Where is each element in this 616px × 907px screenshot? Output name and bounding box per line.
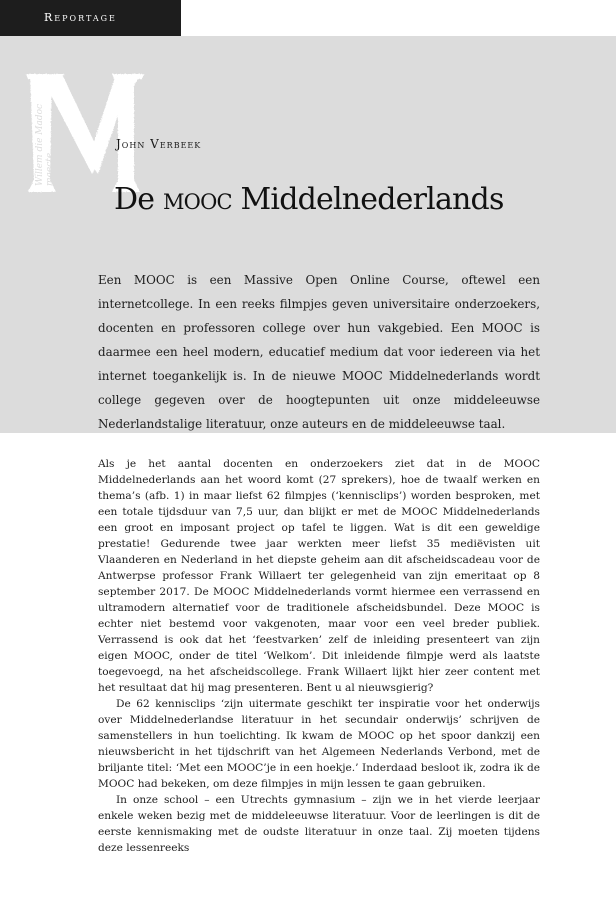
title-suffix: Middelnederlands [231, 182, 504, 217]
body-paragraph-3: In onze school – een Utrechts gymnasium – zijn we in het vierde leerjaar enkele weken bezig met de middeleeuwse literatuur. Voor de leerlingen is dit de eerste kennismaking met de oudste literatuur in onze taal. Zij moeten tijdens deze lessenreeks [98, 794, 540, 854]
svg-text:maecte: maecte [45, 152, 55, 186]
section-label: Reportage [0, 0, 181, 36]
svg-text:Willem die Madoc: Willem die Madoc [35, 103, 45, 186]
body-paragraph-1: Als je het aantal docenten en onderzoekers ziet dat in de MOOC Middelnederlands aan het woord komt (27 sprekers), hoe de twaalf werken en thema’s (afb. 1) in maar liefst 62 filmpjes (‘kennisclips’) worden besproken, met een totale tijdsduur van 7,5 uur, dan blijkt er met de MOOC Middelnederlands een groot en imposant project op tafel te liggen. Wat is dit een geweldige prestatie! Gedurende twee jaar werkten meer liefst 35 mediëvisten uit Vlaanderen en Nederland in het diepste geheim aan dit afscheidscadeau voor de Antwerpse professor Frank Willaert ter gelegenheid van zijn emeritaat op 8 september 2017. De MOOC Middelnederlands vormt hiermee een verrassend en ultramodern alternatief voor de traditionele afscheidsbundel. Deze MOOC is echter niet bestemd voor vakgenoten, maar voor een veel breder publiek. Verrassend is ook dat het ‘feestvarken’ zelf de inleiding presenteert van zijn eigen MOOC, onder de titel ‘Welkom’. Dit inleidende filmpje werd als laatste toegevoegd, na het afscheidscollege. Frank Willaert lijkt hier zeer content met het resultaat dat hij mag presenteren. Bent u al nieuwsgierig? [98, 458, 540, 694]
article-body [98, 456, 540, 856]
article-title [114, 178, 504, 222]
body-paragraph-2: De 62 kennisclips ‘zijn uitermate geschikt ter inspiratie voor het onderwijs over Middelnederlandse literatuur in het secundair onderwijs’ schrijven de samenstellers in hun toelichting. Ik kwam de MOOC op het spoor dankzij een nieuwsbericht in het tijdschrift van het Algemeen Nederlands Verbond, met de briljante titel: ‘Met een MOOC’je in een hoekje.’ Inderdaad besloot ik, zodra ik de MOOC had bekeken, om deze filmpjes in mijn lessen te gaan gebruiken. [98, 698, 540, 790]
title-acronym: mooc [162, 182, 232, 217]
title-prefix: De [114, 182, 163, 217]
intro-paragraph: Een MOOC is een Massive Open Online Course, oftewel een internetcollege. In een reeks filmpjes geven universitaire onderzoekers, docenten en professoren college over hun vakgebied. Een MOOC is daarmee een heel modern, educatief medium dat voor iedereen via het internet toegankelijk is. In de nieuwe MOOC Middelnederlands wordt college gegeven over de hoogtepunten uit onze middeleeuwse Nederlandstalige literatuur, onze auteurs en de middeleeuwse taal. [98, 273, 540, 431]
author-name: John Verbeek [116, 137, 202, 151]
